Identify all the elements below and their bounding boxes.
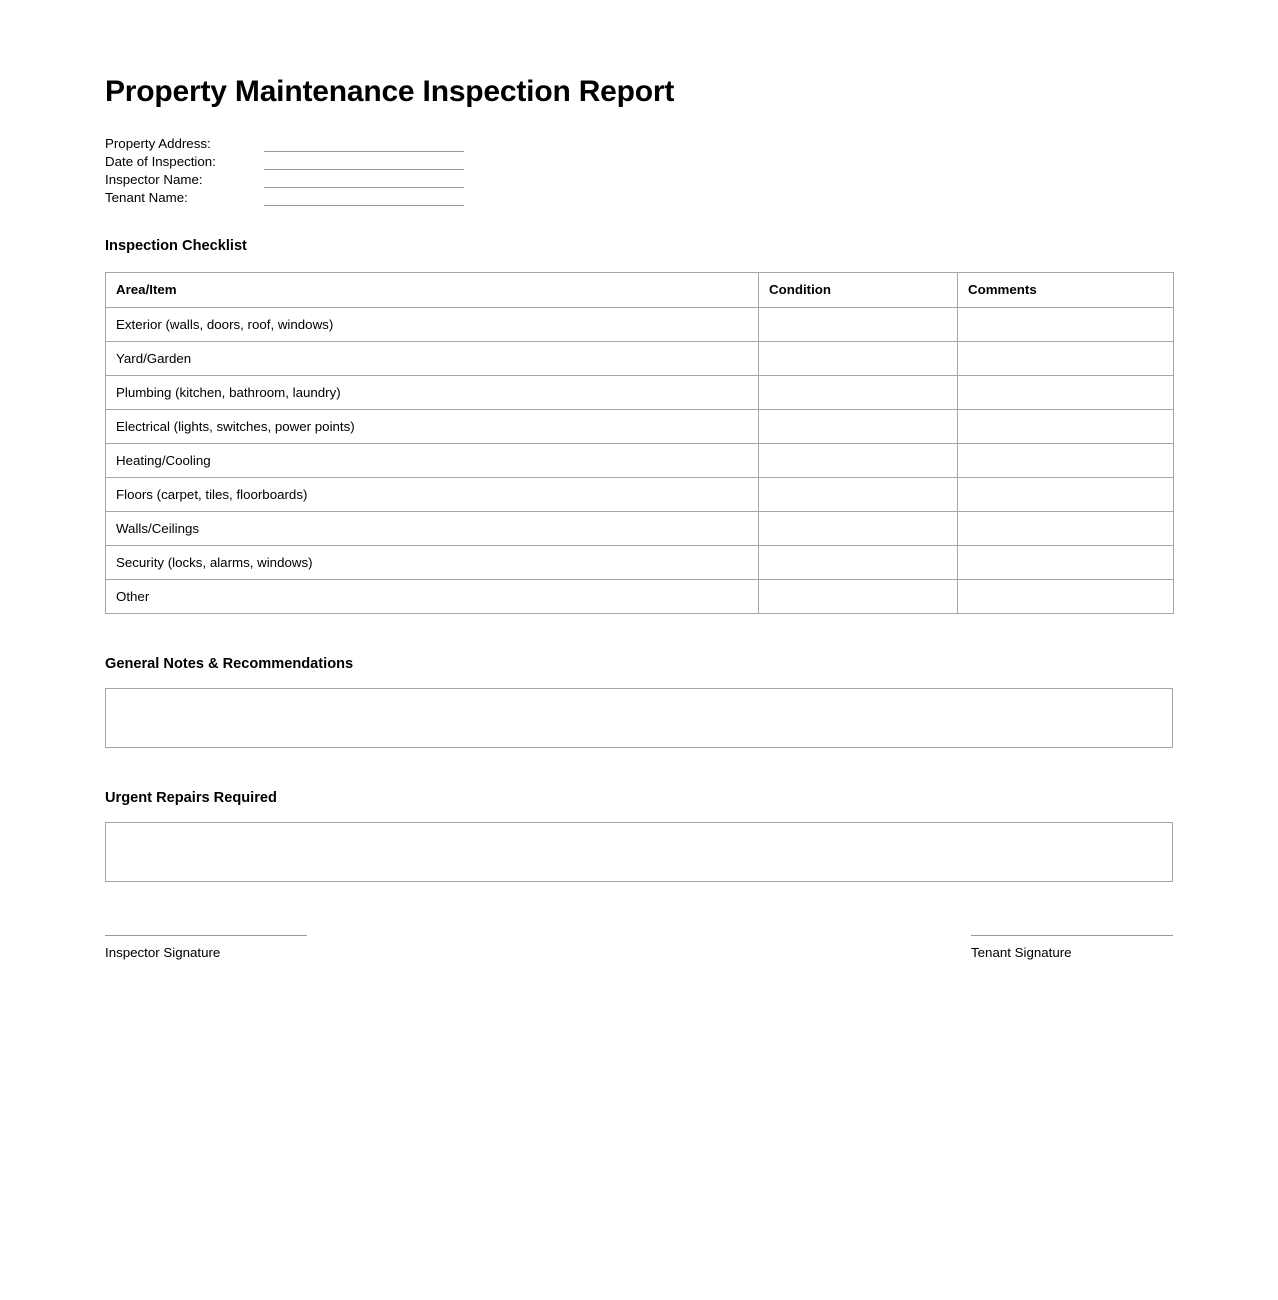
general-notes-textarea[interactable] [105,688,1173,748]
signature-row [105,935,1173,961]
table-row [106,546,1174,580]
property-address-input[interactable] [264,137,464,152]
column-header-comments: Comments [958,273,1174,308]
cell-area-item: Heating/Cooling [106,444,759,478]
cell-area-item: Exterior (walls, doors, roof, windows) [106,308,759,342]
table-row [106,308,1174,342]
date-of-inspection-input[interactable] [264,155,464,170]
tenant-signature-caption: Tenant Signature [971,945,1072,960]
field-row-inspector-name [105,170,1173,188]
cell-comments[interactable] [958,444,1174,478]
urgent-repairs-textarea[interactable] [105,822,1173,882]
table-row [106,512,1174,546]
document-content [105,0,1173,961]
cell-comments[interactable] [958,342,1174,376]
table-row [106,478,1174,512]
table-row [106,444,1174,478]
column-header-area-item: Area/Item [106,273,759,308]
cell-condition[interactable] [759,580,958,614]
inspection-checklist-table [105,272,1174,614]
urgent-repairs-heading: Urgent Repairs Required [105,790,277,806]
inspector-signature-block [105,935,307,961]
inspector-signature-caption: Inspector Signature [105,945,221,960]
page-title: Property Maintenance Inspection Report [105,75,675,108]
cell-area-item: Floors (carpet, tiles, floorboards) [106,478,759,512]
tenant-signature-line[interactable] [971,935,1173,936]
table-row [106,580,1174,614]
cell-comments[interactable] [958,376,1174,410]
tenant-name-label: Tenant Name: [105,190,188,205]
property-details-form [105,134,1173,206]
cell-condition[interactable] [759,342,958,376]
cell-condition[interactable] [759,308,958,342]
table-row [106,410,1174,444]
inspection-checklist-heading: Inspection Checklist [105,238,247,254]
cell-area-item: Electrical (lights, switches, power points) [106,410,759,444]
tenant-signature-block [971,935,1173,961]
cell-comments[interactable] [958,512,1174,546]
cell-comments[interactable] [958,546,1174,580]
inspector-name-input[interactable] [264,173,464,188]
cell-area-item: Walls/Ceilings [106,512,759,546]
cell-condition[interactable] [759,546,958,580]
date-of-inspection-label: Date of Inspection: [105,154,216,169]
property-address-label: Property Address: [105,136,211,151]
cell-comments[interactable] [958,410,1174,444]
tenant-name-input[interactable] [264,191,464,206]
cell-condition[interactable] [759,478,958,512]
cell-condition[interactable] [759,376,958,410]
field-row-date-of-inspection [105,152,1173,170]
table-header-row [106,273,1174,308]
cell-condition[interactable] [759,410,958,444]
inspector-signature-line[interactable] [105,935,307,936]
cell-area-item: Security (locks, alarms, windows) [106,546,759,580]
general-notes-heading: General Notes & Recommendations [105,656,354,672]
cell-area-item: Other [106,580,759,614]
cell-condition[interactable] [759,512,958,546]
column-header-condition: Condition [759,273,958,308]
cell-comments[interactable] [958,580,1174,614]
table-row [106,342,1174,376]
table-row [106,376,1174,410]
cell-comments[interactable] [958,308,1174,342]
field-row-tenant-name [105,188,1173,206]
inspector-name-label: Inspector Name: [105,172,203,187]
cell-area-item: Yard/Garden [106,342,759,376]
field-row-property-address [105,134,1173,152]
cell-condition[interactable] [759,444,958,478]
cell-comments[interactable] [958,478,1174,512]
cell-area-item: Plumbing (kitchen, bathroom, laundry) [106,376,759,410]
